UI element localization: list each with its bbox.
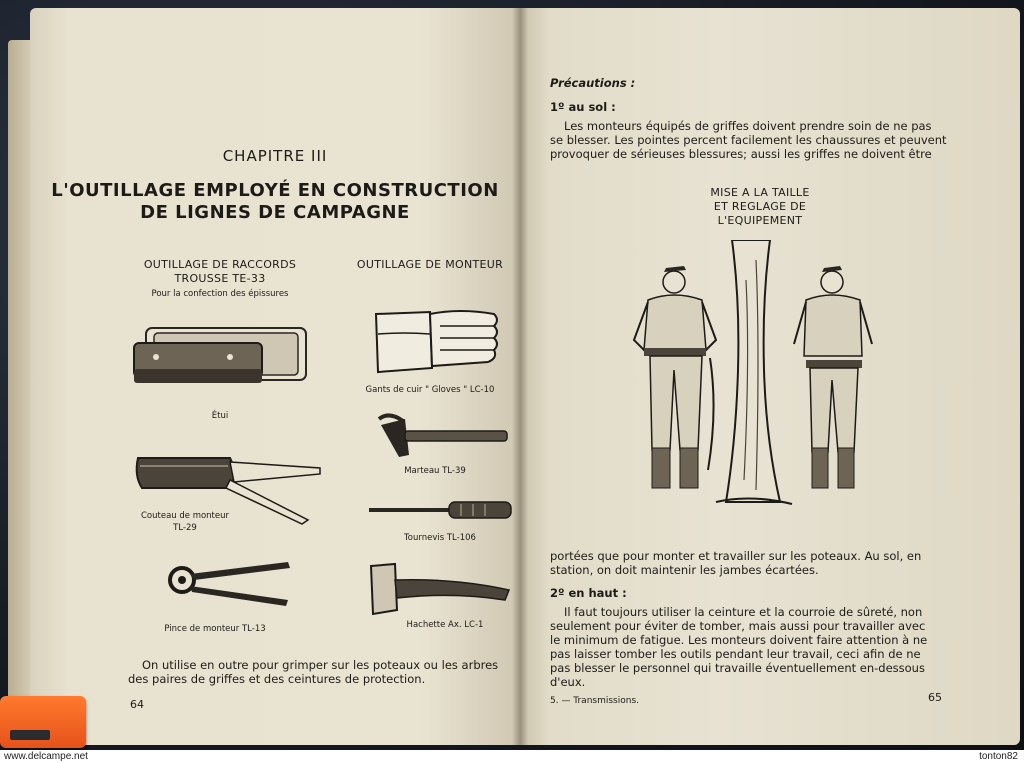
knife-caption-line1: Couteau de monteur: [140, 511, 230, 521]
pouch-illustration: [128, 323, 313, 398]
linemen-illustration: [620, 240, 880, 520]
illustration-caption-line2: ET REGLAGE DE: [713, 200, 807, 213]
pouch-caption: Étui: [211, 411, 229, 421]
illustration-caption-line1: MISE A LA TAILLE: [710, 186, 810, 199]
col2-heading: OUTILLAGE DE MONTEUR: [356, 258, 504, 271]
col1-heading-line2: TROUSSE TE-33: [174, 272, 266, 285]
right-page-number: 65: [928, 691, 942, 704]
left-footer-line1: On utilise en outre pour grimper sur les poteaux ou les arbres: [142, 658, 499, 672]
screwdriver-caption: Tournevis TL-106: [404, 533, 476, 543]
para3-line3: le minimum de fatigue. Les monteurs doivent faire attention à ne: [550, 633, 928, 647]
chapter-title-line2: DE LIGNES DE CAMPAGNE: [140, 202, 410, 223]
para1-line1: Les monteurs équipés de griffes doivent prendre soin de ne pas: [564, 119, 932, 133]
para1-line3: provoquer de sérieuses blessures; aussi les griffes ne doivent être: [550, 147, 932, 161]
knife-caption-line2: TL-29: [173, 523, 197, 533]
watermark-url: www.delcampe.net: [4, 751, 88, 762]
para1-line2: se blesser. Les pointes percent facilement les chaussures et peuvent: [550, 133, 947, 147]
left-page-number: 64: [130, 698, 144, 711]
para3-line5: pas blesser le personnel qui travaille éventuellement en-dessous: [550, 661, 925, 675]
left-page: [30, 8, 520, 745]
para3-line2: seulement pour éviter de tomber, mais aussi pour travailler avec: [550, 619, 926, 633]
precautions-heading: Précautions :: [550, 76, 636, 90]
left-footer-line2: des paires de griffes et des ceintures de protection.: [128, 672, 426, 686]
screwdriver-illustration: [365, 496, 515, 526]
para2-line1: portées que pour monter et travailler sur les poteaux. Au sol, en: [550, 549, 922, 563]
hammer-illustration: [375, 411, 510, 461]
hammer-caption: Marteau TL-39: [404, 466, 466, 476]
col1-subheading: Pour la confection des épissures: [151, 289, 289, 299]
illustration-caption-line3: L'EQUIPEMENT: [717, 214, 803, 227]
chapter-title-line1: L'OUTILLAGE EMPLOYÉ EN CONSTRUCTION: [51, 180, 499, 201]
pliers-caption: Pince de monteur TL-13: [164, 624, 266, 634]
subsection-2-heading: 2º en haut :: [550, 586, 627, 600]
para3-line6: d'eux.: [550, 675, 586, 689]
glove-illustration: [370, 304, 505, 379]
watermark-user: tonton82: [979, 751, 1018, 762]
chapter-heading: CHAPITRE III: [222, 147, 328, 165]
pliers-illustration: [160, 556, 300, 616]
hatchet-illustration: [365, 560, 515, 618]
subsection-1-heading: 1º au sol :: [550, 100, 616, 114]
right-footer-left: 5. — Transmissions.: [550, 696, 639, 706]
para3-line1: Il faut toujours utiliser la ceinture et la courroie de sûreté, non: [564, 605, 923, 619]
right-page: [520, 8, 1020, 745]
book-spine: [512, 8, 528, 745]
col1-heading-line1: OUTILLAGE DE RACCORDS: [143, 258, 297, 271]
orange-clip: [0, 696, 86, 748]
watermark-bar: [0, 750, 1024, 763]
hatchet-caption: Hachette Ax. LC-1: [406, 620, 484, 630]
para2-line2: station, on doit maintenir les jambes écartées.: [550, 563, 819, 577]
glove-caption: Gants de cuir " Gloves " LC-10: [365, 385, 495, 395]
para3-line4: pas laisser tomber les outils pendant leur travail, ceci afin de ne: [550, 647, 921, 661]
